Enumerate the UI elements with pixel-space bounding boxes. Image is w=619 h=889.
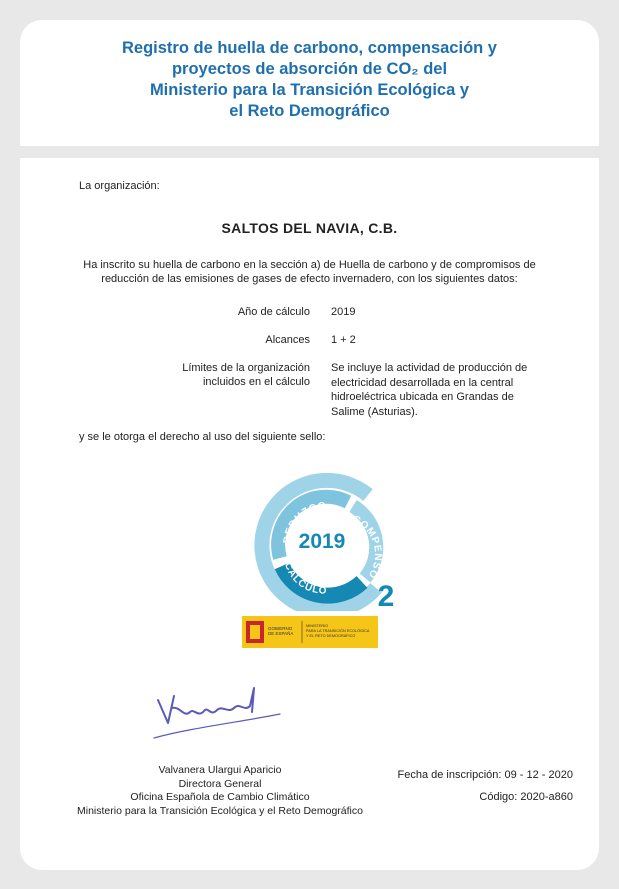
signatory-office: Oficina Española de Cambio Climático — [130, 791, 310, 803]
year-value: 2019 — [331, 306, 356, 318]
gov-text-2: DE ESPAÑA — [268, 631, 294, 636]
seal-subscript: 2 — [377, 580, 395, 611]
signature — [150, 678, 290, 753]
limits-label-line-1: Límites de la organización — [182, 362, 310, 374]
limits-label — [110, 361, 310, 389]
seal-word-reduzco: REDUZCO — [281, 500, 328, 545]
description — [60, 258, 559, 286]
limits-value-line-1: Se incluye la actividad de producción de — [331, 362, 528, 374]
description-line-2: reducción de las emisiones de gases de efecto invernadero, con los siguientes datos: — [101, 273, 518, 285]
signatory-block — [60, 764, 380, 818]
title-line-2: proyectos de absorción de CO₂ del — [171, 60, 448, 78]
seal-word-calculo: CALCULO — [281, 561, 328, 597]
seal-word-compenso: COMPENSO — [350, 513, 384, 581]
registration-date: Fecha de inscripción: 09 - 12 - 2020 — [397, 769, 573, 781]
year-label: Año de cálculo — [237, 306, 310, 318]
ministry-text-1: MINISTERIO — [306, 624, 329, 628]
org-name: SALTOS DEL NAVIA, C.B. — [221, 220, 398, 236]
org-label: La organización: — [79, 180, 160, 192]
title-line-3: Ministerio para la Transición Ecológica y — [149, 81, 470, 99]
title-line-4: el Reto Demográfico — [229, 102, 390, 120]
government-logo — [242, 616, 378, 648]
limits-value-line-2: electricidad desarrollada en la central — [331, 376, 514, 389]
description-line-1: Ha inscrito su huella de carbono en la sección a) de Huella de carbono y de compromisos de — [83, 259, 536, 271]
scope-label: Alcances — [265, 334, 310, 346]
page-title — [20, 38, 599, 122]
limits-label-line-2: incluidos en el cálculo — [202, 376, 310, 388]
scope-value: 1 + 2 — [331, 334, 356, 346]
ministry-text-2: PARA LA TRANSICIÓN ECOLÓGICA — [306, 629, 370, 633]
carbon-seal — [240, 466, 410, 616]
signatory-ministry: Ministerio para la Transición Ecológica y el Reto Demográfico — [77, 804, 363, 817]
signatory-name: Valvanera Ulargui Aparicio — [158, 764, 282, 776]
gov-text-1: GOBIERNO — [268, 626, 293, 631]
header-card — [20, 20, 599, 146]
registration-block — [398, 764, 574, 808]
seal-year: 2019 — [298, 530, 346, 553]
registration-code: Código: 2020-a860 — [479, 791, 573, 803]
title-line-1: Registro de huella de carbono, compensación y — [121, 39, 497, 57]
signatory-role: Directora General — [178, 777, 262, 790]
seal-intro: y se le otorga el derecho al uso del siguiente sello: — [79, 431, 326, 443]
ministry-text-3: Y EL RETO DEMOGRÁFICO — [306, 634, 356, 638]
limits-value — [331, 361, 561, 419]
limits-value-line-3: hidroeléctrica ubicada en Grandas de — [331, 391, 514, 403]
limits-value-line-4: Salime (Asturias). — [331, 405, 418, 418]
certificate-body — [20, 158, 599, 870]
